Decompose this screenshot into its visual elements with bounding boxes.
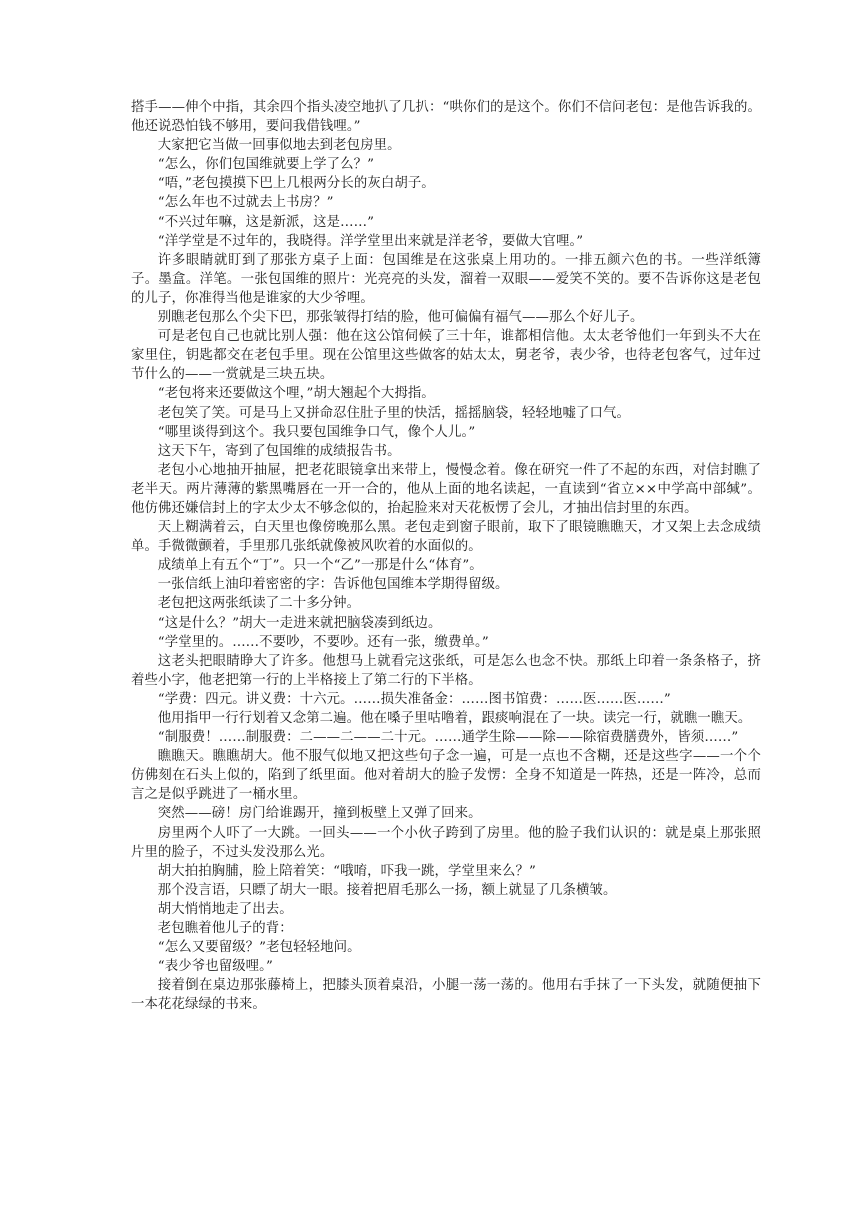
paragraph: 可是老包自己也就比别人强：他在这公馆伺候了三十年，谁都相信他。太太老爷他们一年到头不大在家里住，钥匙都交在老包手里。现在公馆里这些做客的姑太太，舅老爷，表少爷，也待老包客气，过年过节什么的——一赏就是三块五块。: [131, 329, 761, 383]
paragraph: 别瞧老包那么个尖下巴，那张皱得打结的脸，他可偏偏有福气——那么个好儿子。: [157, 310, 644, 326]
paragraph: 胡大拍拍胸脯，脸上陪着笑：“哦唷，吓我一跳，学堂里来么？”: [157, 863, 536, 879]
paragraph: 房里两个人吓了一大跳。一回头——一个小伙子跨到了房里。他的脸子我们认识的：就是桌上那张照片里的脸子，不过头发没那么光。: [131, 825, 761, 860]
paragraph: 这天下午，寄到了包国维的成绩报告书。: [157, 443, 401, 459]
paragraph: 许多眼睛就盯到了那张方桌子上面：包国维是在这张桌上用功的。一排五颜六色的书。一些洋纸簿子。墨盒。洋笔。一张包国维的照片：光亮亮的头发，溜着一双眼——爱笑不笑的。要不告诉你这是老包的儿子，你准得当他是谁家的大少爷哩。: [131, 252, 761, 306]
paragraph: 接着倒在桌边那张藤椅上，把膝头顶着桌沿，小腿一荡一荡的。他用右手抹了一下头发，就随便抽下一本花花绿绿的书来。: [131, 978, 761, 1013]
document-page: [131, 98, 761, 1015]
paragraph: “哪里谈得到这个。我只要包国维争口气，像个人儿。”: [157, 424, 476, 440]
paragraph: “老包将来还要做这个哩，”胡大翘起个大拇指。: [157, 386, 435, 402]
paragraph: “这是什么？”胡大一走进来就把脑袋凑到纸边。: [157, 615, 442, 631]
paragraph: 成绩单上有五个“丁”。只一个“乙”一那是什么“体育”。: [157, 558, 483, 574]
paragraph: 突然——磅！房门给谁踢开，撞到板壁上又弹了回来。: [157, 806, 482, 822]
paragraph: 老包把这两张纸读了二十多分钟。: [157, 596, 361, 612]
paragraph: 老包小心地抽开抽屉，把老花眼镜拿出来带上，慢慢念着。像在研究一件了不起的东西，对信封瞧了老半天。两片薄薄的紫黑嘴唇在一开一合的，他从上面的地名读起，一直读到“省立××中学高中部缄”。他仿佛还嫌信封上的字太少太不够念似的，抬起脸来对天花板愣了会儿，才抽出信封里的东西。: [131, 462, 761, 516]
paragraph: “唔，”老包摸摸下巴上几根两分长的灰白胡子。: [157, 176, 435, 192]
paragraph: 天上糊满着云，白天里也像傍晚那么黑。老包走到窗子眼前，取下了眼镜瞧瞧天，才又架上去念成绩单。手微微颤着，手里那几张纸就像被风吹着的水面似的。: [131, 520, 761, 555]
paragraph: 胡大悄悄地走了出去。: [157, 901, 293, 917]
paragraph: 瞧瞧天。瞧瞧胡大。他不服气似地又把这些句子念一遍，可是一点也不含糊，还是这些字——一个个仿佛刻在石头上似的，陷到了纸里面。他对着胡大的脸子发愣：全身不知道是一阵热，还是一阵冷，总而言之是似乎跳进了一桶水里。: [131, 749, 761, 803]
paragraph: 老包瞧着他儿子的背：: [157, 921, 293, 937]
paragraph: “制服费！……制服费：二——二——二十元。……通学生除——除——除宿费膳费外，皆须……”: [157, 730, 739, 746]
paragraph: 搭手——伸个中指，其余四个指头凌空地扒了几扒：“哄你们的是这个。你们不信问老包：是他告诉我的。他还说恐怕钱不够用，要问我借钱哩。”: [131, 100, 761, 135]
paragraph: 那个没言语，只瞟了胡大一眼。接着把眉毛那么一扬，额上就显了几条横皱。: [157, 882, 617, 898]
paragraph: “洋学堂是不过年的，我晓得。洋学堂里出来就是洋老爷，要做大官哩。”: [157, 233, 584, 249]
paragraph: 大家把它当做一回事似地去到老包房里。: [157, 138, 401, 154]
paragraph: 老包笑了笑。可是马上又拼命忍住肚子里的快活，摇摇脑袋，轻轻地嘘了口气。: [157, 405, 630, 421]
paragraph: “怎么，你们包国维就要上学了么？”: [157, 157, 375, 173]
paragraph: “怎么又要留级？”老包轻轻地问。: [157, 940, 361, 956]
paragraph: 这老头把眼睛睁大了许多。他想马上就看完这张纸，可是怎么也念不快。那纸上印着一条条格子，挤着些小字，他老把第一行的上半格接上了第二行的下半格。: [131, 653, 761, 688]
paragraph: “怎么年也不过就去上书房？”: [157, 195, 334, 211]
paragraph: “学费：四元。讲义费：十六元。……损失准备金：……图书馆费：……医……医……”: [157, 691, 671, 707]
paragraph: “表少爷也留级哩。”: [157, 959, 273, 975]
paragraph: 他用指甲一行行划着又念第二遍。他在嗓子里咕噜着，跟痰响混在了一块。读完一行，就瞧一瞧天。: [157, 711, 752, 726]
paragraph: “不兴过年嘛，这是新派，这是……”: [157, 214, 375, 230]
paragraph: “学堂里的。……不要吵，不要吵。还有一张，缴费单。”: [157, 634, 489, 650]
paragraph: 一张信纸上油印着密密的字：告诉他包国维本学期得留级。: [157, 577, 509, 593]
